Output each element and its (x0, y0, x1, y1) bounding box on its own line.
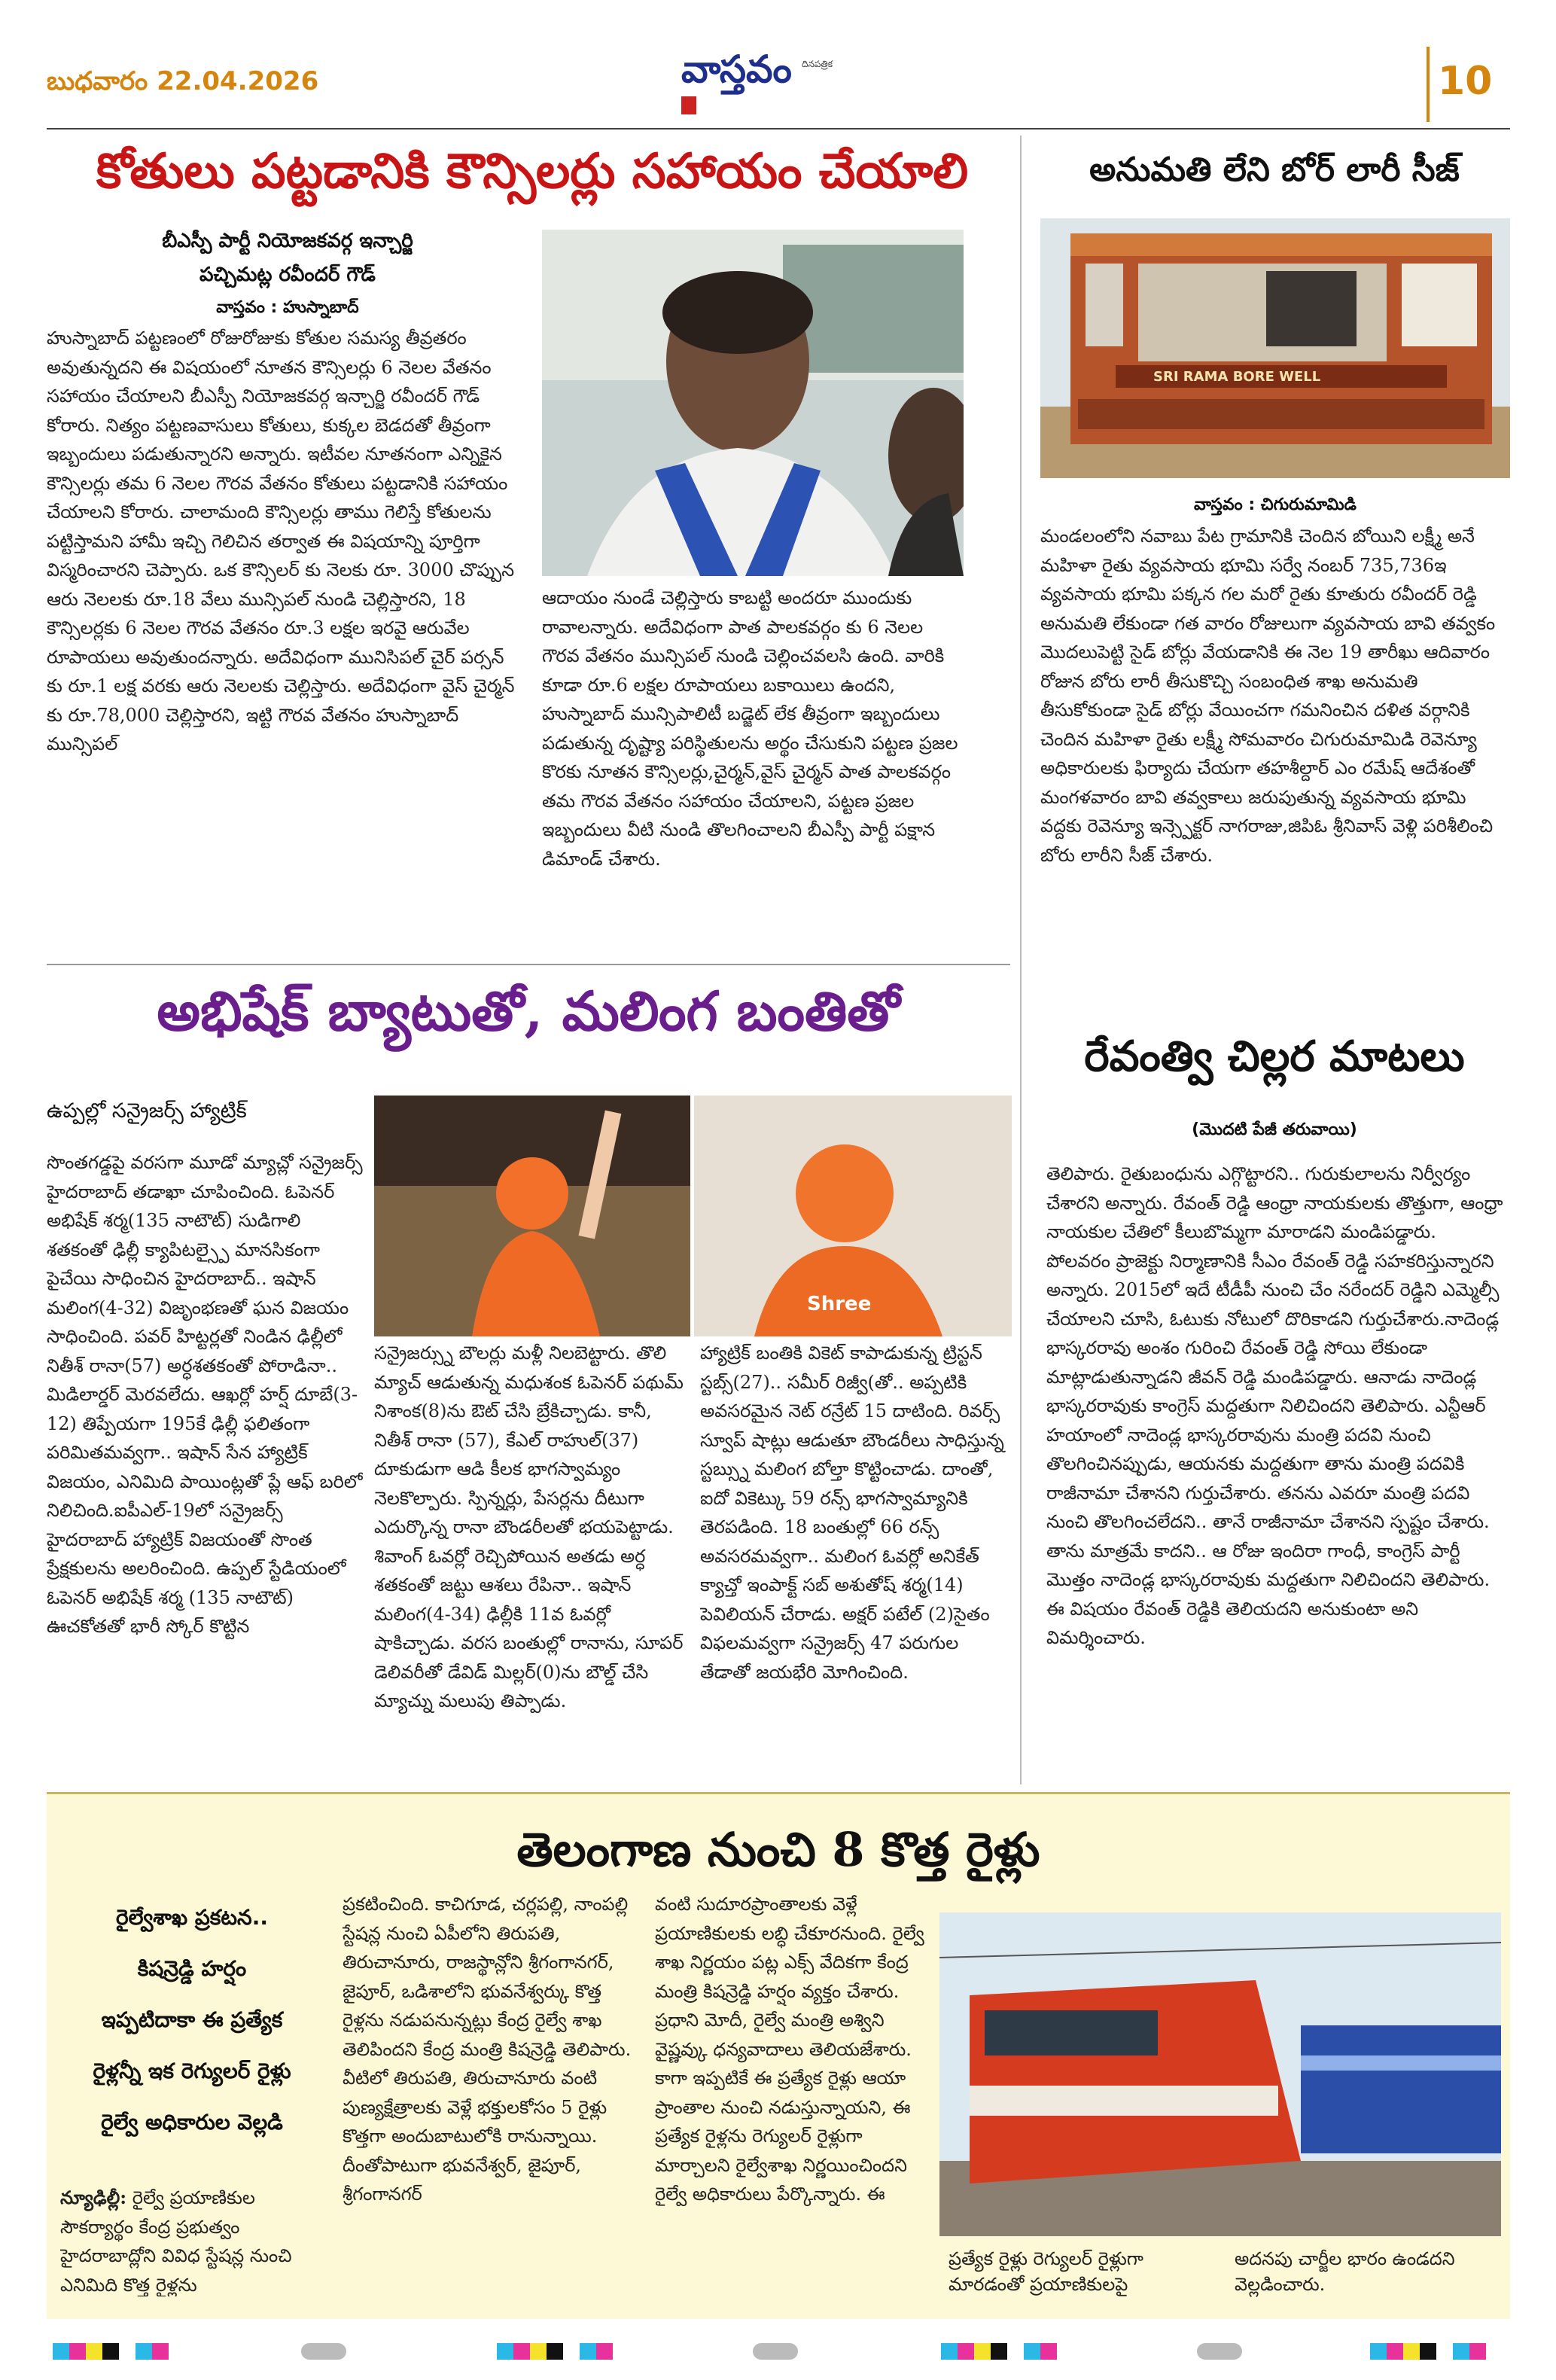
deck-item: రైల్వే అధికారుల వెల్లడి (101, 2110, 283, 2135)
story1-column-2: ఆదాయం నుండే చెల్లిస్తారు కాబట్టి అందరూ ముందుకు రావాలన్నారు. అదేవిధంగా పాత పాలకవర్గం కు 6 నెలల గౌరవ వేతనం మున్సిపల్ నుండి చెల్లించవలసి ఉంది. వారికి కూడా రూ.6 లక్షల రూపాయలు బకాయిలు ఉందని, హుస్నాబాద్ మున్సిపాలిటీ బడ్జెట్ లేక తీవ్రంగా ఇబ్బందులు పడుతున్న దృష్ట్యా పరిస్థితులను అర్థం చేసుకుని పట్టణ ప్రజల కొరకు నూతన కౌన్సిలర్లు,చైర్మన్,వైస్ చైర్మన్ పాత పాలకవర్గం తమ గౌరవ వేతనం సహాయం చేయాలని, పట్టణ ప్రజల ఇబ్బందులు వీటి నుండి తొలగించాలని బీఎస్పీ పార్టీ పక్షాన డిమాండ్ చేశారు. (542, 587, 958, 870)
logo-emblem (681, 96, 696, 114)
story5-box-border (47, 1792, 1510, 1794)
story1-headline: కోతులు పట్టడానికి కౌన్సిలర్లు సహాయం చేయాలి (96, 143, 969, 200)
paper-subtitle: దినపత్రిక (802, 59, 833, 69)
story4-headline: రేవంత్వి చిల్లర మాటలు (1084, 1032, 1465, 1081)
truck-text: SRI RAMA BORE WELL (1153, 369, 1321, 385)
deck-item: రైల్వేశాఖ ప్రకటన.. (116, 1905, 268, 1930)
story2-body: మండలంలోని నవాబు పేట గ్రామానికి చెందిన బోయిని లక్ష్మీ అనే మహిళా రైతు వ్యవసాయ భూమి సర్వే నంబర్ 735,736ఇ వ్యవసాయ భూమి పక్కన గల మరో రైతు కూతురు రవీందర్ రెడ్డి అనుమతి లేకుండా గత వారం రోజులుగా వ్యవసాయ బావి తవ్వకం మొదలుపెట్టి సైడ్ బోర్లు వేయడానికి ఈ నెల 19 తారీఖు ఆదివారం రోజున బోరు లారీ తీసుకొచ్చి సంబంధిత శాఖ అనుమతి తీసుకోకుండా సైడ్ బోర్లు వేయించగా గమనించిన దళిత వర్గానికి చెందిన మహిళా రైతు లక్ష్మీ సోమవారం చిగురుమామిడి రెవెన్యూ అధికారులకు ఫిర్యాదు చేయగా తహశీల్దార్ ఎం రమేష్ ఆదేశంతో మంగళవారం బావి తవ్వకాలు జరుపుతున్న వ్యవసాయ భూమి వద్దకు రెవెన్యూ ఇన్స్పెక్టర్ నాగరాజు,జిపిఓ శ్రీనివాస్ వెళ్లి పరిశీలించి బోరు లారీని సీజ్ చేశారు. (1040, 526, 1496, 866)
story3-photo-right (694, 1096, 1012, 1336)
story5-dateline: న్యూఢిల్లీ: (60, 2186, 127, 2208)
photo-caption-right: అదనపు చార్జీల భారం ఉండదని వెల్లడించారు. (1235, 2248, 1455, 2295)
story1-column-1: హుస్నాబాద్ పట్టణంలో రోజురోజుకు కోతుల సమస్య తీవ్రతరం అవుతున్నదని ఈ విషయంలో నూతన కౌన్సిలర్లు 6 నెలల వేతనం సహాయం చేయాలని బీఎస్పీ నియోజకవర్గ ఇన్చార్జి రవీందర్ గౌడ్ కోరారు. నిత్యం పట్టణవాసులు కోతులు, కుక్కల బెడదతో తీవ్రంగా ఇబ్బందులు పడుతున్నారని అన్నారు. ఇటీవల నూతనంగా ఎన్నికైన కౌన్సిలర్లు తమ 6 నెలల గౌరవ వేతనం కోతులు పట్టడానికి సహాయం చేయాలని కోరారు. చాలామంది కౌన్సిలర్లు తాము గెలిస్తే కోతులను పట్టిస్తామని హామీ ఇచ్చి గెలిచిన తర్వాత ఈ విషయాన్ని పూర్తిగా విస్మరించారని చెప్పారు. ఒక కౌన్సిలర్ కు నెలకు రూ. 3000 చొప్పున ఆరు నెలలకు రూ.18 వేలు మున్సిపల్ నుండి చెల్లిస్తారని, 18 కౌన్సిలర్లకు 6 నెలల గౌరవ వేతనం రూ.3 లక్షల ఇరవై ఆరువేల రూపాయలు అవుతుందన్నారు. అదేవిధంగా మునిసిపల్ చైర్ పర్సన్ కు రూ.1 లక్ష వరకు ఆరు నెలలకు చెల్లిస్తారు. అదేవిధంగా వైస్ చైర్మన్ కు రూ.78,000 చెల్లిస్తారని, ఇట్టి గౌరవ వేతనం హుస్నాబాద్ మున్సిపల్ (47, 328, 515, 754)
story5-deck (56, 1905, 327, 2140)
registration-marks-left (53, 2343, 169, 2360)
story5-column-2: ప్రకటించింది. కాచిగూడ, చర్లపల్లి, నాంపల్లి స్టేషన్ల నుంచి ఏపీలోని తిరుపతి, తిరుచానూరు, రాజస్థాన్లోని శ్రీగంగానగర్, జైపూర్, ఒడిశాలోని భువనేశ్వర్కు కొత్త రైళ్లను నడుపనున్నట్లు కేంద్ర రైల్వే శాఖ తెలిపిందని కేంద్ర మంత్రి కిషన్రెడ్డి తెలిపారు. వీటిలో తిరుపతి, తిరుచానూరు వంటి పుణ్యక్షేత్రాలకు వెళ్లే భక్తులకోసం 5 రైళ్లు కొత్తగా అందుబాటులోకి రానున్నాయి. దీంతోపాటుగా భువనేశ్వర్, జైపూర్, శ్రీగంగానగర్ (343, 1894, 632, 2205)
registration-pill (753, 2343, 798, 2360)
story5-column-1 (60, 2183, 331, 2296)
column-divider (1020, 136, 1022, 1784)
masthead-logo (681, 47, 869, 120)
page-number: 10 (1438, 59, 1493, 104)
registration-marks-center (497, 2343, 613, 2360)
story4-continued-label: (మొదటి పేజీ తరువాయి) (1192, 1120, 1357, 1139)
story1-dateline: వాస్తవం : హుస్నాబాద్ (216, 298, 359, 317)
paper-name: వాస్తవం (681, 47, 792, 91)
story3-photo-left (374, 1096, 690, 1336)
shirt-sponsor-text: Shree (807, 1293, 872, 1315)
registration-pill (301, 2343, 346, 2360)
story5-train-photo (939, 1912, 1501, 2236)
story3-top-rule (47, 964, 1010, 965)
registration-marks-far-right (1370, 2343, 1486, 2360)
story2-headline: అనుమతి లేని బోర్ లారీ సీజ్ (1089, 151, 1460, 189)
story5-column-3: వంటి సుదూరప్రాంతాలకు వెళ్లే ప్రయాణికులకు లబ్ధి చేకూరనుంది. రైల్వే శాఖ నిర్ణయం పట్ల ఎక్స్ వేదికగా కేంద్ర మంత్రి కిషన్రెడ్డి హర్షం వ్యక్తం చేశారు. ప్రధాని మోదీ, రైల్వే మంత్రి అశ్విని వైష్ణవ్కు ధన్యవాదాలు తెలియజేశారు. కాగా ఇప్పటికే ఈ ప్రత్యేక రైళ్లు ఆయా ప్రాంతాల నుంచి నడుస్తున్నాయని, ఈ ప్రత్యేక రైళ్లను రెగ్యులర్ రైళ్లుగా మార్చాలని రైల్వేశాఖ నిర్ణయించిందని రైల్వే అధికారులు పేర్కొన్నారు. ఈ (655, 1894, 924, 2205)
story5-column-1-text: రైల్వే ప్రయాణికుల సౌకర్యార్థం కేంద్ర ప్రభుత్వం హైదరాబాద్లోని వివిధ స్టేషన్ల నుంచి ఎనిమిది కొత్త రైళ్లను (60, 2187, 292, 2296)
story3-subhead: ఉప్పల్లో సన్రైజర్స్ హ్యాట్రిక్ (47, 1099, 247, 1123)
header-rule (47, 128, 1510, 130)
story1-subhead-line2: పచ్చిమట్ల రవీందర్ గౌడ్ (199, 264, 376, 286)
photo-caption-left: ప్రత్యేక రైళ్లు రెగ్యులర్ రైళ్లుగా మారడంతో ప్రయాణికులపై (949, 2248, 1143, 2295)
story3-column-1: సొంతగడ్డపై వరసగా మూడో మ్యాచ్లో సన్రైజర్స్ హైదరాబాద్ తడాఖా చూపించింది. ఓపెనర్ అభిషేక్ శర్మ(135 నాటౌట్) సుడిగాలి శతకంతో ఢిల్లీ క్యాపిటల్స్పై మానసికంగా పైచేయి సాధించిన హైదరాబాద్.. ఇషాన్ మలింగ(4-32) విజృంభణతో ఘన విజయం సాధించింది. పవర్ హిట్టర్లతో నిండిన ఢిల్లీలో నితీశ్ రానా(57) అర్ధశతకంతో పోరాడినా.. మిడిలార్డర్ మెరవలేదు. ఆఖర్లో హర్ష్ దూబే(3-12) తిప్పేయగా 195కే ఢిల్లీ ఫలితంగా పరిమితమవ్వగా.. ఇషాన్ సేన హ్యాట్రిక్ విజయం, ఎనిమిది పాయింట్లతో ప్లే ఆఫ్ బరిలో నిలిచింది.ఐపీఎల్-19లో సన్రైజర్స్ హైదరాబాద్ హ్యాట్రిక్ విజయంతో సొంత ప్రేక్షకులను అలరించింది. ఉప్పల్ స్టేడియంలో ఓపెనర్ అభిషేక్ శర్మ (135 నాటౌట్) ఊచకోతతో భారీ స్కోర్ కొట్టిన (47, 1152, 363, 1637)
story1-photo (542, 230, 964, 576)
story3-column-3: హ్యాట్రిక్ బంతికి వికెట్ కాపాడుకున్న ట్రిస్టన్ స్టబ్స్(27).. సమీర్ రిజ్వీ(తో.. అప్పటికి అవసరమైన నెట్ రన్రేట్ 15 దాటింది. రివర్స్ స్వూప్ షాట్లు ఆడుతూ బౌండరీలు సాధిస్తున్న స్టబ్స్ను మలింగ బోల్తా కొట్టించాడు. దాంతో, ఐదో వికెట్కు 59 రన్స్ భాగస్వామ్యానికి తెరపడింది. 18 బంతుల్లో 66 రన్స్ అవసరమవ్వగా.. మలింగ ఓవర్లో అనికేత్ క్యాచ్తో ఇంపాక్ట్ సబ్ అశుతోష్ శర్మ(14) పెవిలియన్ చేరాడు. అక్షర్ పటేల్ (2)సైతం విఫలమవ్వగా సన్రైజర్స్ 47 పరుగుల తేడాతో జయభేరి మోగించింది. (700, 1342, 1004, 1683)
story1-subhead-line1: బీఎస్పీ పార్టీ నియోజకవర్గ ఇన్చార్జి (162, 230, 413, 252)
story3-column-2: సన్రైజర్స్ను బౌలర్లు మళ్లీ నిలబెట్టారు. తొలి మ్యాచ్ ఆడుతున్న మధుశంక ఓపెనర్ పథుమ్ నిశాంక(8)ను ఔట్ చేసి బ్రేకిచ్చాడు. కానీ, నితీశ్ రానా (57), కేఎల్ రాహుల్(37) దూకుడుగా ఆడి కీలక భాగస్వామ్యం నెలకొల్పారు. స్పిన్నర్లు, పేసర్లను దీటుగా ఎదుర్కొన్న రానా బౌండరీలతో భయపెట్టాడు. శివాంగ్ ఓవర్లో రెచ్చిపోయిన అతడు అర్ధ శతకంతో జట్టు ఆశలు రేపినా.. ఇషాన్ మలింగ(4-34) ఢిల్లీకి 11వ ఓవర్లో షాకిచ్చాడు. వరస బంతుల్లో రానాను, సూపర్ డెలివరీతో డేవిడ్ మిల్లర్(0)ను బౌల్డ్ చేసి మ్యాచ్ను మలుపు తిప్పాడు. (374, 1342, 684, 1711)
story3-headline: అభిషేక్ బ్యాటుతో, మలింగ బంతితో (157, 979, 900, 1043)
story2-dateline: వాస్తవం : చిగురుమామిడి (1194, 495, 1357, 514)
registration-pill (1197, 2343, 1242, 2360)
story2-photo (1040, 218, 1510, 478)
story5-headline: తెలంగాణ నుంచి 8 కొత్త రైళ్లు (516, 1822, 1040, 1877)
header-separator (1427, 47, 1430, 122)
issue-date: బుధవారం 22.04.2026 (47, 66, 319, 96)
deck-item: కిషన్రెడ్డి హర్షం (137, 1956, 247, 1981)
story4-body: తెలిపారు. రైతుబంధును ఎగ్గొట్టారని.. గురుకులాలను నిర్వీర్యం చేశారని అన్నారు. రేవంత్ రెడ్డి ఆంధ్రా నాయకులకు తొత్తుగా, ఆంధ్రా నాయకుల చేతిలో కీలుబొమ్మగా మారాడని మండిపడ్డారు. పోలవరం ప్రాజెక్టు నిర్మాణానికి సీఎం రేవంత్ రెడ్డి సహకరిస్తున్నారని అన్నారు. 2015లో ఇదే టీడీపీ నుంచి చేం నరేందర్ రెడ్డిని ఎమ్మెల్సీ చేయాలని చూసి, ఓటుకు నోటులో దొరికాడని గుర్తుచేశారు.నాదెండ్ల భాస్కరరావు అంశం గురించి రేవంత్ రెడ్డి సోయి లేకుండా మాట్లాడుతున్నాడని జీవన్ రెడ్డి మండిపడ్డారు. ఆనాడు నాదెండ్ల భాస్కరరావుకు కాంగ్రెస్ మద్దతుగా నిలిచిందని తెలిపారు. ఎన్టీఆర్ హయాంలో నాదెండ్ల భాస్కరరావును మంత్రి పదవి నుంచి తొలగించినప్పుడు, ఆయనకు మద్దతుగా తాను మంత్రి పదవికి రాజీనామా చేశానని గుర్తుచేశారు. తనను ఎవరూ మంత్రి పదవి నుంచి తొలగించలేదని.. తానే రాజీనామా చేశానని స్పష్టం చేశారు. తాను మాత్రమే కాదని.. ఆ రోజు ఇందిరా గాంధీ, కాంగ్రెస్ పార్టీ మొత్తం నాదెండ్ల భాస్కరరావుకు మద్దతుగా నిలిచిందని తెలిపారు. ఈ విషయం రేవంత్ రెడ్డికి తెలియదని అనుకుంటా అని విమర్శించారు. (1046, 1163, 1503, 1648)
registration-marks-right (941, 2343, 1057, 2360)
deck-item: రైళ్లన్నీ ఇక రెగ్యులర్ రైళ్లు (93, 2059, 291, 2083)
deck-item: ఇప్పటిదాకా ఈ ప్రత్యేక (101, 2007, 283, 2032)
